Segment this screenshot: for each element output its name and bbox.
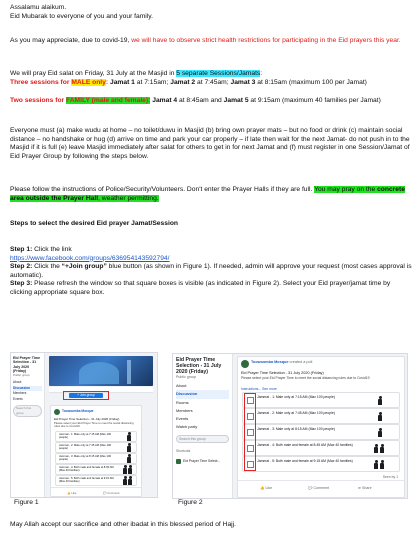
fig2-option-4[interactable] bbox=[242, 440, 400, 456]
covid-restriction-notice: we will have to observe strict health restrictions for participating in the Eid prayers this year. bbox=[131, 37, 401, 44]
family-highlight: FAMILY (male and female): bbox=[66, 97, 151, 104]
jamat-3-label: Jamat 3 bbox=[230, 79, 256, 86]
step-2-label: Step 2: bbox=[10, 263, 33, 271]
jamat-4-label: Jamat 4 bbox=[152, 97, 178, 104]
step-3 bbox=[10, 280, 412, 297]
person-icon bbox=[126, 443, 132, 452]
covid-paragraph bbox=[10, 37, 412, 46]
fig2-poster-line bbox=[251, 360, 312, 364]
fig2-nav-about[interactable]: About bbox=[176, 383, 187, 388]
step-2 bbox=[10, 263, 412, 280]
fig1-nav-discussion[interactable]: Discussion bbox=[13, 386, 42, 392]
figure-1-caption: Figure 1 bbox=[14, 499, 39, 506]
fig2-option-5-label: Jammat - 5: Both male and female at 9:15 AM (Max 40 families) bbox=[257, 459, 353, 463]
fig2-option-3[interactable] bbox=[242, 424, 400, 440]
concrete-area-highlight: concrete area outside the Prayer Hall bbox=[10, 186, 405, 202]
mosque-dome-shape bbox=[79, 362, 119, 384]
fig1-option-1-label: Jammat - 1: Male only at 7:15 AM (Max 100 people) bbox=[59, 433, 111, 440]
pray-suffix: : bbox=[260, 70, 263, 77]
fig1-post-desc: Please select your Eid Prayer Time to meet the social distancing rules due to Covid19 bbox=[54, 421, 134, 429]
fig1-option-5[interactable] bbox=[55, 475, 137, 486]
fig1-comment-button[interactable]: 💬 Comment bbox=[103, 491, 120, 495]
jamat-5-label: Jamat 5 bbox=[223, 97, 249, 104]
join-group-highlight-box bbox=[63, 391, 109, 400]
fig2-nav-discussion[interactable]: Discussion bbox=[176, 390, 229, 398]
jamat-2-label: Jamat 2 bbox=[170, 79, 196, 86]
jamat-5-time: at 9:15am (maximum 40 families per Jamat) bbox=[248, 97, 381, 104]
fig2-like-button[interactable]: 👍 Like bbox=[260, 486, 273, 490]
step-3-label: Step 3: bbox=[10, 280, 33, 288]
person-icon bbox=[379, 444, 385, 453]
rules-paragraph: Everyone must (a) make wudu at home – no toilet/duwu in Masjid (b) bring own prayer mats – but no food or drink (c) maintain social distance – no handshake or hug (d) arrive on time and park your car properly – if late then wait for the next Jamat- do not push in to the Masjid if it is full (e) leave Masjid immediately after salat for others to get in for next Jamat and (f) must register in one Session/Jamat of Eid Prayer Group by following the steps below. bbox=[10, 127, 410, 160]
fig1-nav-events[interactable]: Events bbox=[13, 396, 23, 401]
fig2-shortcut-label: Eid Prayer Time Select... bbox=[183, 459, 221, 464]
fig1-poster-avatar bbox=[54, 409, 60, 415]
fig1-divider bbox=[51, 487, 141, 488]
fig1-option-5-label: Jammat - 5: Both male and female at 9:15 AM (Max 40 families) bbox=[59, 477, 114, 484]
step-1 bbox=[10, 246, 412, 255]
fig2-poster-avatar bbox=[241, 360, 249, 368]
fig2-search-group[interactable]: Search this group bbox=[176, 435, 229, 443]
fig1-search-group[interactable]: Search this group bbox=[13, 405, 42, 417]
fig1-group-sub: Public group bbox=[13, 373, 30, 378]
fig1-sidebar bbox=[11, 353, 45, 497]
fig2-like-label: Like bbox=[265, 486, 273, 490]
jamat-3-time: at 8:15am (maximum 100 per Jamat) bbox=[255, 79, 367, 86]
fig2-comment-label: Comment bbox=[313, 486, 330, 490]
fig1-option-2-label: Jammat - 2: Male only at 7:45 AM (Max 100 people) bbox=[59, 444, 111, 451]
fig1-nav-about[interactable]: About bbox=[13, 380, 22, 385]
fig2-sidebar bbox=[173, 354, 233, 498]
step-1-link-line bbox=[10, 255, 412, 264]
fig2-poster-action: created a poll bbox=[289, 360, 313, 364]
outside-pray-highlight-2: , weather permitting. bbox=[98, 194, 159, 202]
steps-heading: Steps to select the desired Eid prayer Jamat/Session bbox=[10, 220, 178, 227]
figure-1-screenshot bbox=[10, 352, 158, 498]
fig2-shortcut-item[interactable] bbox=[176, 457, 229, 466]
prayer-schedule-intro bbox=[10, 70, 412, 79]
fig2-nav-rooms[interactable]: Rooms bbox=[176, 399, 189, 405]
fig2-option-5[interactable] bbox=[242, 456, 400, 472]
person-icon bbox=[126, 454, 132, 463]
fig2-seen-count: Seen by 1 bbox=[382, 475, 398, 479]
fig2-nav-watch-party[interactable]: Watch party bbox=[176, 424, 198, 430]
fig1-nav bbox=[13, 380, 42, 402]
fig2-option-1[interactable] bbox=[242, 392, 400, 408]
step-1-label: Step 1: bbox=[10, 246, 33, 253]
fig1-like-label: Like bbox=[71, 491, 77, 495]
male-only-highlight: MALE only bbox=[71, 79, 106, 86]
fig2-divider bbox=[238, 480, 404, 481]
fig1-poll-post bbox=[50, 405, 142, 497]
facebook-group-link[interactable]: https://www.facebook.com/groups/636954143592794/ bbox=[10, 254, 170, 262]
fig2-group-title: Eid Prayer Time Selection - 31 July 2020 (Friday) bbox=[176, 357, 222, 375]
jamat-4-time: at 8:45am and bbox=[177, 97, 224, 104]
join-group-button[interactable]: + Join group bbox=[69, 393, 103, 398]
eid-mubarak-line: Eid Mubarak to everyone of you and your family. bbox=[10, 12, 153, 20]
fig1-nav-members[interactable]: Members bbox=[13, 391, 27, 396]
fig1-cover-photo bbox=[49, 356, 153, 386]
greeting-block bbox=[10, 4, 412, 21]
fig1-option-3[interactable] bbox=[55, 453, 137, 464]
family-sessions-line bbox=[10, 97, 412, 106]
fig2-share-label: Share bbox=[362, 486, 372, 490]
covid-prefix: As you may appreciate, due to covid-19, bbox=[10, 37, 132, 44]
fig1-poster-name[interactable]: Toowoomba Mosque bbox=[62, 409, 94, 413]
group-thumbnail-icon bbox=[176, 459, 181, 464]
person-icon bbox=[127, 476, 133, 485]
figure-2-caption: Figure 2 bbox=[178, 499, 203, 506]
person-icon bbox=[377, 428, 383, 437]
steps-block bbox=[10, 246, 412, 298]
fig1-group-title: Eid Prayer Time Selection - 31 July 2020 (Friday) bbox=[13, 356, 41, 373]
step-2-pre: Click the bbox=[32, 263, 62, 271]
fig1-option-3-label: Jammat - 3: Male only at 8:15 AM (Max 100 people) bbox=[59, 455, 111, 462]
fig2-see-more-link[interactable]: Instructions... See more bbox=[241, 387, 277, 391]
fig2-share-button[interactable]: ➦ Share bbox=[358, 486, 372, 490]
fig2-group-sub: Public group bbox=[176, 375, 196, 379]
fig1-option-1[interactable] bbox=[55, 431, 137, 442]
pray-prefix: We will pray Eid salat on Friday, 31 July at the Masjid in bbox=[10, 70, 177, 77]
sessions-highlight: 5 separate Sessions/Jamats bbox=[176, 70, 261, 77]
fig2-comment-button[interactable]: 💬 Comment bbox=[308, 486, 330, 490]
person-icon bbox=[126, 432, 132, 441]
step-3-text: Please refresh the window so that square boxes is visible (as indicated in Figure 2). Select your Eid prayer/jamat time by clicking appropriate square box. bbox=[10, 280, 391, 296]
male-sessions-line bbox=[10, 79, 412, 88]
join-group-text: “+Join group” bbox=[61, 263, 107, 271]
person-icon bbox=[127, 465, 133, 474]
follow-instructions-paragraph bbox=[10, 186, 412, 203]
fig2-option-2-label: Jammat - 2: Male only at 7:45 AM (Max 100 people) bbox=[257, 411, 335, 415]
fig1-comment-label: Comment bbox=[107, 491, 120, 495]
fig2-shortcuts-heading: Shortcuts bbox=[176, 448, 191, 453]
fig1-like-button[interactable]: 👍 Like bbox=[67, 491, 77, 495]
step-1-text: Click the link bbox=[32, 246, 72, 253]
step-2-post: blue button (as shown in Figure 1). If needed, admin will approve your request (most cases approval is automatic). bbox=[10, 263, 412, 279]
person-icon bbox=[377, 396, 383, 405]
minaret-shape bbox=[127, 360, 131, 384]
fig2-nav-events[interactable]: Events bbox=[176, 416, 189, 422]
fig2-post-desc: Please select your Eid Prayer Time to meet the social distancing rules due to Covid19 bbox=[241, 376, 370, 380]
checkbox-highlight-box bbox=[244, 393, 256, 471]
person-icon bbox=[377, 412, 383, 421]
fig2-nav-members[interactable]: Members bbox=[176, 407, 193, 413]
fig1-option-2[interactable] bbox=[55, 442, 137, 453]
fig2-nav bbox=[176, 382, 229, 432]
closing-prayer: May Allah accept our sacrifice and other ibadat in this blessed period of Hajj. bbox=[10, 521, 237, 528]
fig2-poster-name[interactable]: Toowoomba Mosque bbox=[251, 360, 289, 364]
fig2-option-2[interactable] bbox=[242, 408, 400, 424]
fig1-option-4[interactable] bbox=[55, 464, 137, 475]
jamat-1-label: Jamat 1 bbox=[109, 79, 135, 86]
person-icon bbox=[379, 460, 385, 469]
family-prefix: Two sessions for bbox=[10, 97, 66, 104]
fig2-post-title: Eid Prayer Time Selection - 31 July 2020 (Friday) bbox=[241, 371, 324, 375]
follow-prefix: Please follow the instructions of Police/Security/Volunteers. Don't enter the Prayer Halls if they are full. bbox=[10, 186, 315, 193]
male-prefix: Three sessions for bbox=[10, 79, 72, 86]
male-colon: : bbox=[105, 79, 109, 86]
fig2-poll-post bbox=[237, 356, 405, 498]
fig2-option-4-label: Jammat - 4: Both male and female at 8:45 AM (Max 40 families) bbox=[257, 443, 353, 447]
fig2-option-3-label: Jammat - 3: Male only at 8:15 AM (Max 100 people) bbox=[257, 427, 335, 431]
fig1-option-4-label: Jammat - 4: Both male and female at 8:45 AM (Max 40 families) bbox=[59, 466, 114, 473]
fig1-post-title: Eid Prayer Time Selection - 31 July 2020 (Friday) bbox=[54, 417, 120, 421]
figure-2-screenshot bbox=[172, 353, 408, 499]
jamat-1-time: at 7:15am; bbox=[134, 79, 171, 86]
jamat-2-time: at 7:45am; bbox=[195, 79, 231, 86]
fig2-option-1-label: Jammat - 1: Male only at 7:15 AM (Max 100 people) bbox=[257, 395, 335, 399]
outside-pray-highlight-1: You may pray on the bbox=[314, 186, 378, 193]
greeting: Assalamu alaikum. bbox=[10, 4, 67, 11]
